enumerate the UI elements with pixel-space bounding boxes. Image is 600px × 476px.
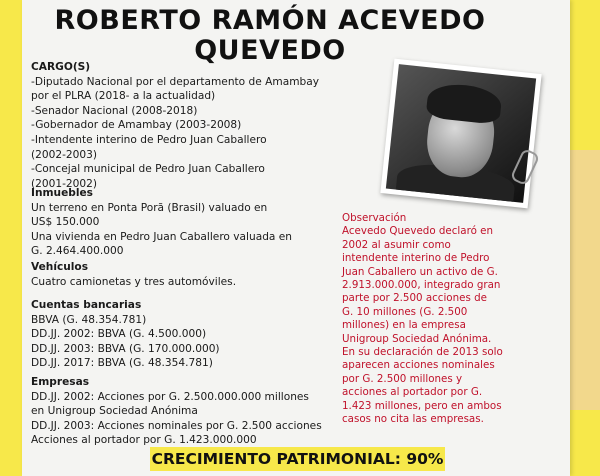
- cargo-line: -Senador Nacional (2008-2018): [31, 104, 198, 117]
- portrait-photo: [380, 59, 541, 209]
- observation-line: intendente interino de Pedro: [342, 252, 490, 265]
- cuentas-heading: Cuentas bancarias: [31, 299, 142, 311]
- observation-line: 1.423 millones, pero en ambos: [342, 399, 502, 412]
- observation-line: 2.913.000.000, integrado gran: [342, 279, 501, 292]
- observation-line: parte por 2.500 acciones de: [342, 292, 487, 305]
- growth-banner: CRECIMIENTO PATRIMONIAL: 90%: [150, 447, 445, 471]
- title-line-2: QUEVEDO: [194, 35, 346, 66]
- observation-line: acciones al portador por G.: [342, 386, 483, 399]
- empresas-section: [31, 375, 322, 448]
- observation-line: Unigroup Sociedad Anónima.: [342, 332, 492, 345]
- empresa-line: en Unigroup Sociedad Anónima: [31, 405, 198, 418]
- cargo-line: (2002-2003): [31, 148, 98, 161]
- vehiculo-line: Cuatro camionetas y tres automóviles.: [31, 275, 237, 288]
- cargo-line: -Intendente interino de Pedro Juan Caballero: [31, 133, 267, 146]
- cargos-section: [31, 60, 319, 191]
- cuenta-line: DD.JJ. 2003: BBVA (G. 170.000.000): [31, 342, 220, 355]
- vehiculos-heading: Vehículos: [31, 261, 89, 273]
- vehiculos-section: [31, 260, 236, 289]
- empresa-line: DD.JJ. 2002: Acciones por G. 2.500.000.000 millones: [31, 390, 309, 403]
- portrait-image: [386, 64, 536, 203]
- cuentas-section: [31, 298, 220, 371]
- title-line-1: ROBERTO RAMÓN ACEVEDO: [54, 5, 486, 36]
- cuenta-line: DD.JJ. 2017: BBVA (G. 48.354.781): [31, 357, 213, 370]
- observation-line: G. 10 millones (G. 2.500: [342, 305, 468, 318]
- observation-line: por G. 2.500 millones y: [342, 372, 463, 385]
- observation-line: Acevedo Quevedo declaró en: [342, 225, 494, 238]
- inmuebles-heading: Inmuebles: [31, 187, 93, 199]
- observation-line: aparecen acciones nominales: [342, 359, 495, 372]
- cuenta-line: BBVA (G. 48.354.781): [31, 313, 147, 326]
- cargo-line: -Gobernador de Amambay (2003-2008): [31, 119, 242, 132]
- observation-line: casos no cita las empresas.: [342, 413, 484, 426]
- empresas-heading: Empresas: [31, 376, 90, 388]
- observation-note: [342, 212, 507, 427]
- inmueble-line: Un terreno en Ponta Porã (Brasil) valuado en: [31, 201, 268, 214]
- cargo-line: (2001-2002): [31, 177, 98, 190]
- page-title: [40, 6, 500, 66]
- observation-line: 2002 al asumir como: [342, 238, 451, 251]
- observation-line: En su declaración de 2013 solo: [342, 346, 503, 359]
- inmueble-line: G. 2.464.400.000: [31, 245, 124, 258]
- empresa-line: DD.JJ. 2003: Acciones nominales por G. 2.500 acciones: [31, 419, 322, 432]
- empresa-line: Acciones al portador por G. 1.423.000.000: [31, 434, 257, 447]
- cargo-line: por el PLRA (2018- a la actualidad): [31, 90, 216, 103]
- observation-line: Juan Caballero un activo de G.: [342, 265, 498, 278]
- observation-heading: Observación: [342, 212, 407, 224]
- cargo-line: -Concejal municipal de Pedro Juan Caballero: [31, 163, 265, 176]
- inmueble-line: US$ 150.000: [31, 216, 100, 229]
- cargos-heading: CARGO(S): [31, 61, 91, 73]
- cuenta-line: DD.JJ. 2002: BBVA (G. 4.500.000): [31, 328, 207, 341]
- inmueble-line: Una vivienda en Pedro Juan Caballero valuada en: [31, 230, 293, 243]
- inmuebles-section: [31, 186, 292, 259]
- cargo-line: -Diputado Nacional por el departamento de Amambay: [31, 75, 320, 88]
- observation-line: millones) en la empresa: [342, 319, 466, 332]
